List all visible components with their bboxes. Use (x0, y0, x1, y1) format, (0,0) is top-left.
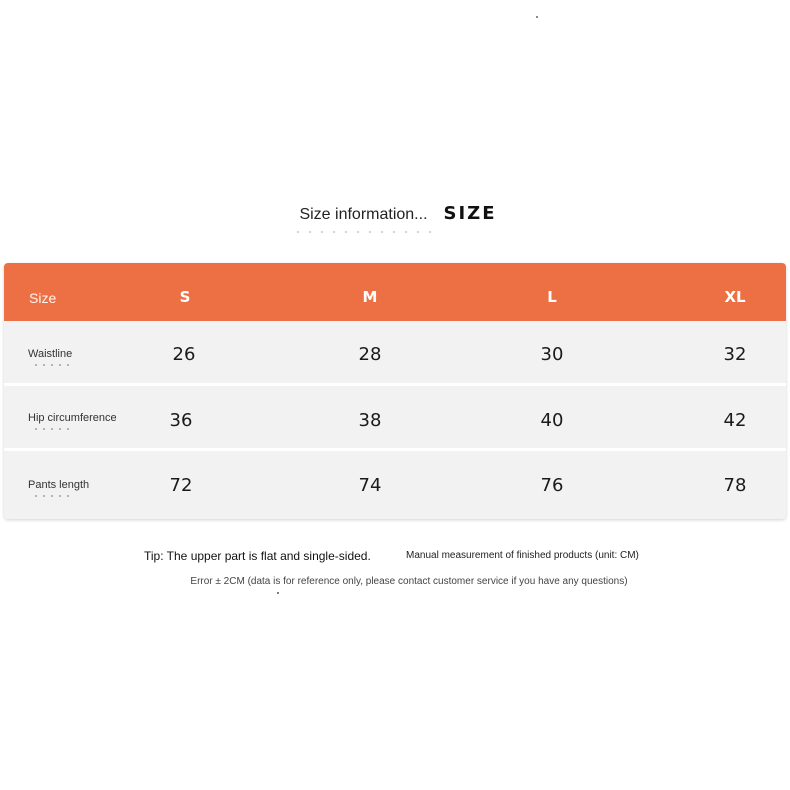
header-size-label: Size (29, 290, 57, 306)
table-cell: 76 (540, 475, 564, 496)
row-label: Waistline (28, 348, 73, 360)
table-header-row (4, 263, 786, 321)
table-cell: 78 (723, 475, 747, 496)
table-cell: 26 (172, 344, 196, 365)
table-cell: 40 (540, 410, 564, 431)
table-cell: 30 (540, 344, 564, 365)
size-heading: SIZE (443, 203, 497, 224)
table-cell: 38 (358, 410, 382, 431)
error-note: Error ± 2CM (data is for reference only, please contact customer service if you have any questions) (190, 576, 628, 587)
label-decoration (32, 363, 70, 367)
table-row-hip (4, 386, 786, 448)
title-decoration (292, 229, 432, 235)
label-decoration (32, 427, 70, 431)
tip-line (0, 549, 790, 565)
row-label: Hip circumference (28, 412, 117, 424)
header-size-xl: XL (724, 288, 746, 306)
header-size-l: L (547, 288, 557, 306)
label-decoration (32, 494, 70, 498)
table-row-waistline (4, 321, 786, 383)
table-row-pants-length (4, 451, 786, 519)
decorative-mark (277, 592, 279, 594)
tip-text: Tip: The upper part is flat and single-sided. (144, 549, 371, 563)
row-label: Pants length (28, 479, 90, 491)
table-cell: 36 (169, 410, 193, 431)
header-size-s: S (179, 288, 191, 306)
table-cell: 32 (723, 344, 747, 365)
decorative-mark (536, 16, 538, 18)
table-cell: 72 (169, 475, 193, 496)
size-chart-title (0, 203, 790, 243)
measurement-note: Manual measurement of finished products (unit: CM) (406, 550, 639, 561)
table-cell: 74 (358, 475, 382, 496)
size-table (4, 263, 786, 519)
table-cell: 28 (358, 344, 382, 365)
table-cell: 42 (723, 410, 747, 431)
size-information-heading: Size information... (299, 206, 428, 223)
header-size-m: M (362, 288, 378, 306)
